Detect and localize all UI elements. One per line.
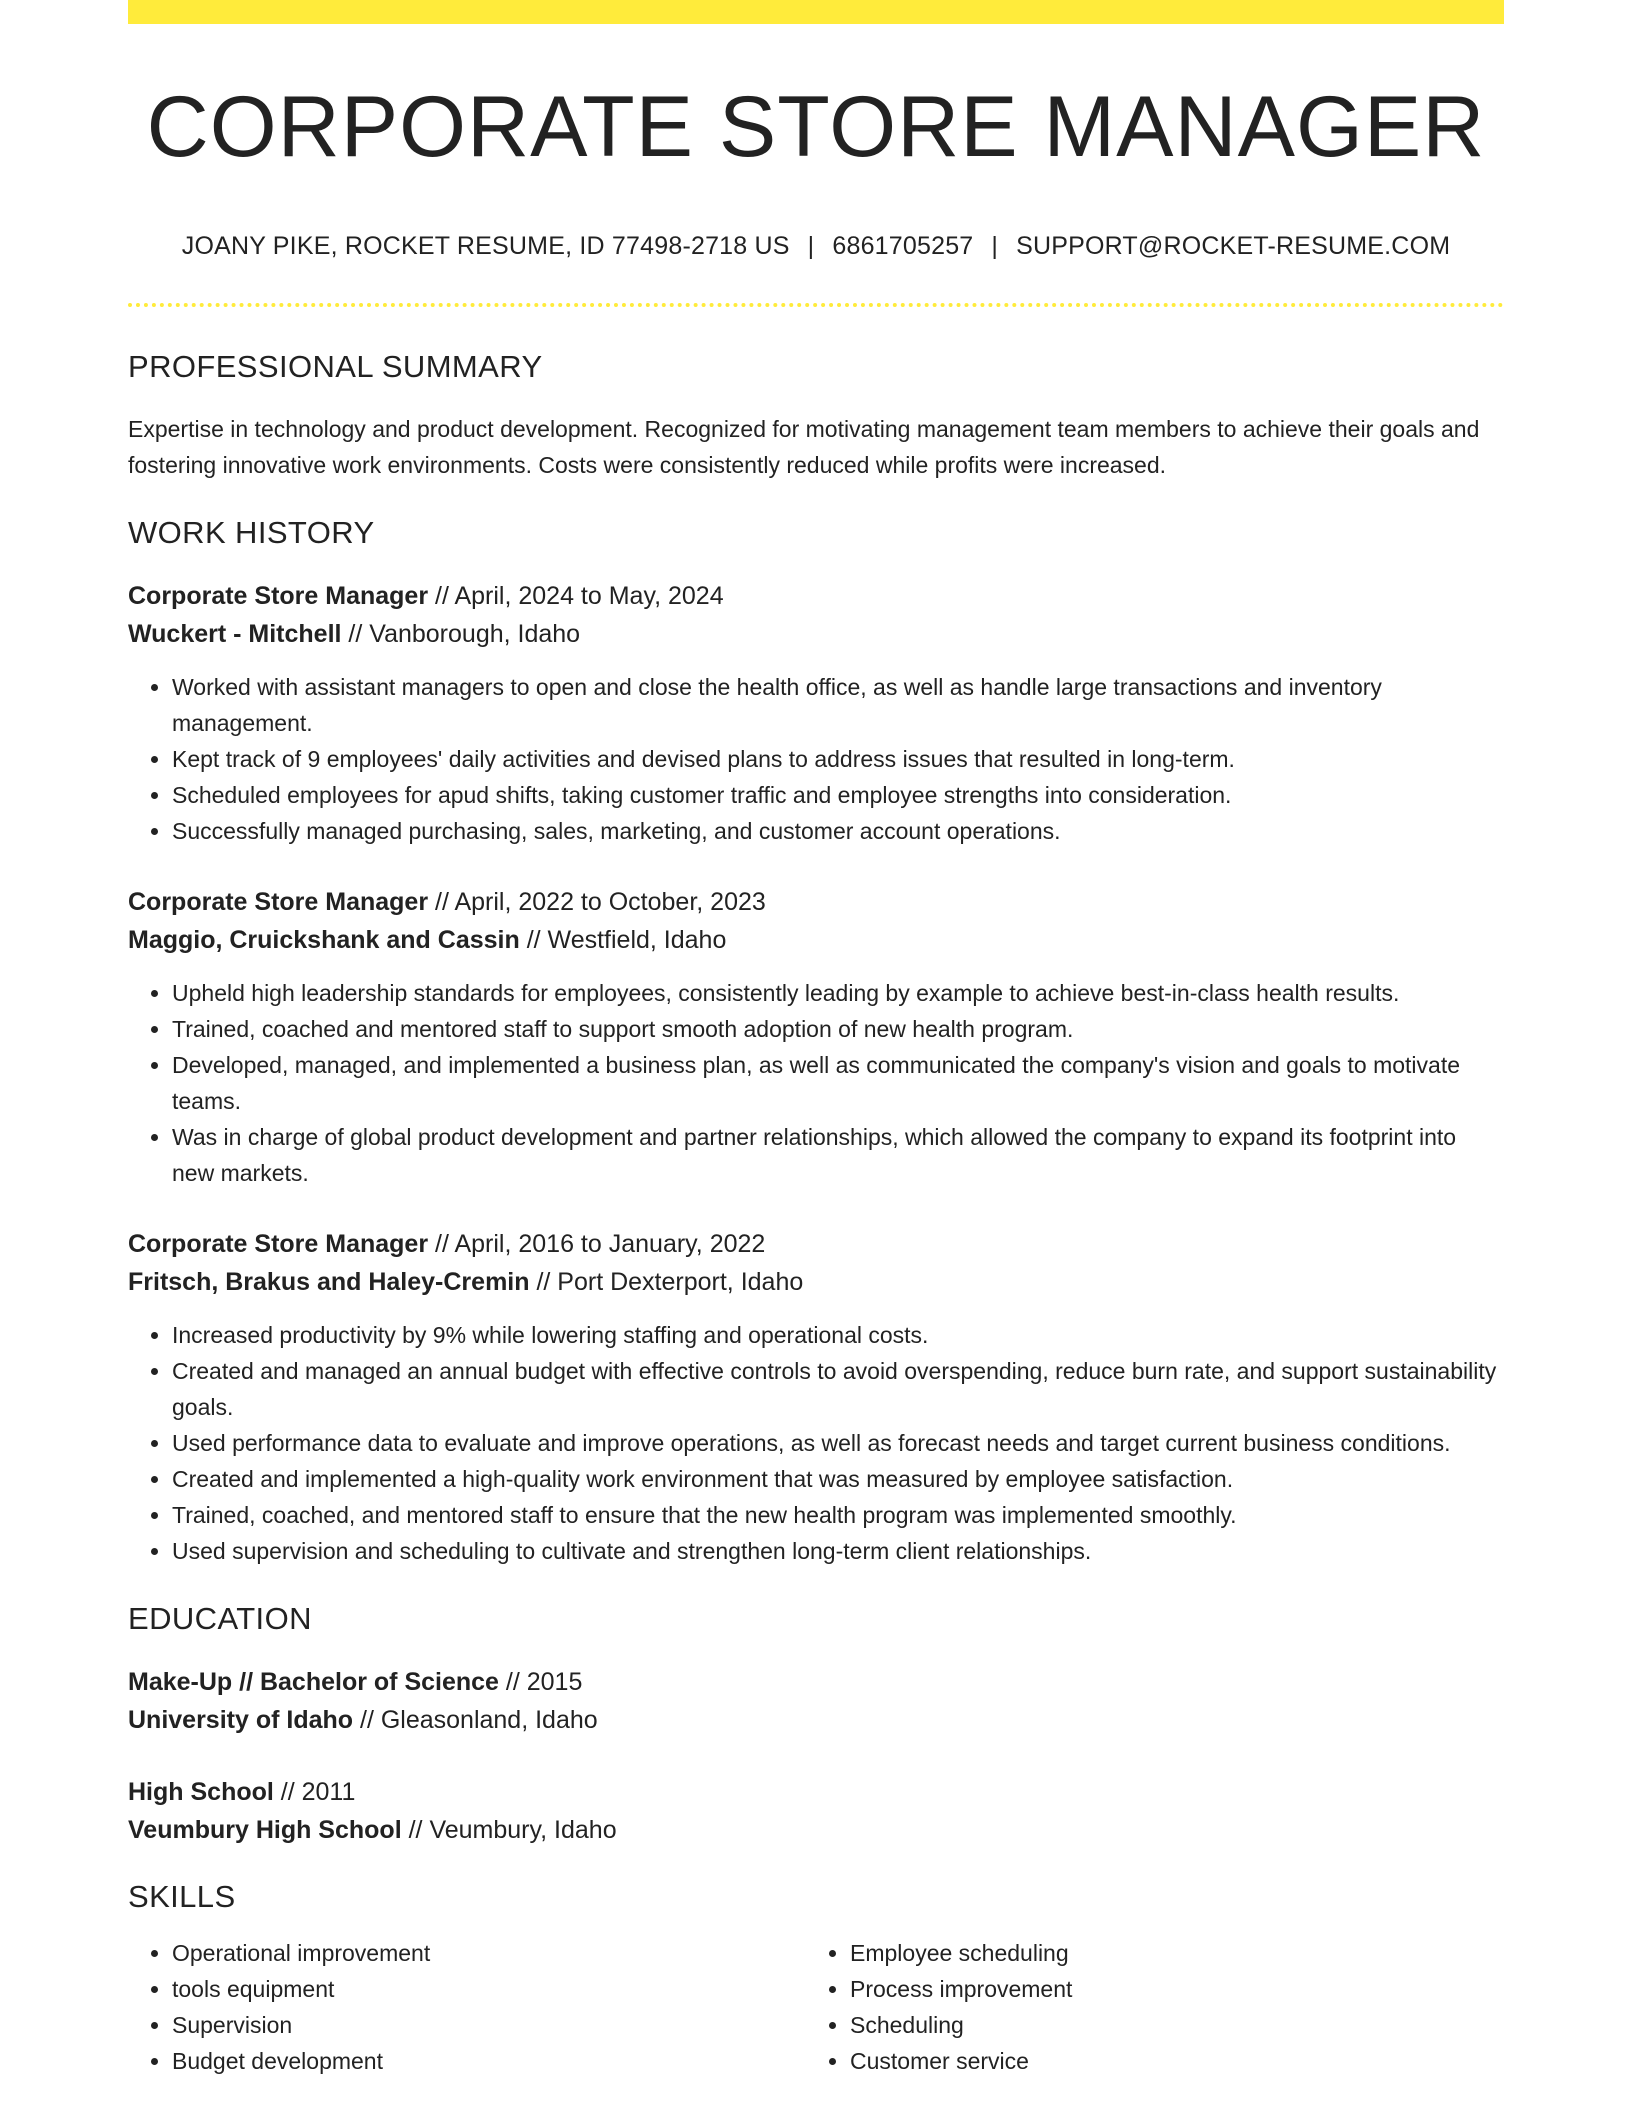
contact-separator: | <box>807 232 815 260</box>
skill-item: • tools equipment <box>172 1971 806 2007</box>
job-bullet: • Trained, coached, and mentored staff to ensure that the new health program was implemented smoothly. <box>172 1497 1504 1533</box>
summary-heading: PROFESSIONAL SUMMARY <box>128 349 543 384</box>
education-degree-line <box>128 1663 1504 1701</box>
job-location: // Westfield, Idaho <box>519 926 727 954</box>
contact-separator: | <box>991 232 999 260</box>
resume-title: CORPORATE STORE MANAGER <box>146 79 1486 175</box>
contact-email: SUPPORT@ROCKET-RESUME.COM <box>1016 232 1451 260</box>
job-company: Maggio, Cruickshank and Cassin <box>128 926 520 954</box>
skill-item: • Customer service <box>850 2043 1484 2079</box>
skill-item: • Process improvement <box>850 1971 1484 2007</box>
job-title: Corporate Store Manager <box>128 1230 429 1258</box>
job-company-line <box>128 921 1504 959</box>
education-school-line <box>128 1701 1504 1739</box>
job-entry <box>128 1225 1504 1569</box>
job-entry <box>128 883 1504 1191</box>
job-dates: // April, 2024 to May, 2024 <box>428 582 724 610</box>
skills-grid <box>128 1935 1504 2079</box>
job-bullet: • Created and implemented a high-quality work environment that was measured by employee satisfaction. <box>172 1461 1504 1497</box>
education-location: // Veumbury, Idaho <box>401 1816 617 1844</box>
job-company: Fritsch, Brakus and Haley-Cremin <box>128 1268 530 1296</box>
skills-column-right <box>806 1935 1484 2079</box>
job-bullet: • Scheduled employees for apud shifts, taking customer traffic and employee strengths into consideration. <box>172 777 1504 813</box>
education-heading: EDUCATION <box>128 1601 312 1636</box>
job-title: Corporate Store Manager <box>128 888 429 916</box>
education-school: University of Idaho <box>128 1706 354 1734</box>
contact-line <box>128 232 1504 261</box>
job-company-line <box>128 615 1504 653</box>
education-degree: Make-Up // Bachelor of Science <box>128 1668 499 1696</box>
job-bullet: • Upheld high leadership standards for employees, consistently leading by example to achieve best-in-class health results. <box>172 975 1504 1011</box>
job-location: // Vanborough, Idaho <box>341 620 581 648</box>
skill-item: • Employee scheduling <box>850 1935 1484 1971</box>
job-bullet: • Created and managed an annual budget with effective controls to avoid overspending, reduce burn rate, and support sustainability goals. <box>172 1353 1504 1425</box>
education-year: // 2011 <box>273 1778 356 1806</box>
skill-item: • Operational improvement <box>172 1935 806 1971</box>
education-school-line <box>128 1811 1504 1849</box>
job-location: // Port Dexterport, Idaho <box>529 1268 804 1296</box>
job-bullets <box>128 975 1504 1191</box>
education-entry <box>128 1663 1504 1739</box>
job-dates: // April, 2022 to October, 2023 <box>428 888 766 916</box>
job-bullet: • Kept track of 9 employees' daily activities and devised plans to address issues that resulted in long-term. <box>172 741 1504 777</box>
education-degree: High School <box>128 1778 274 1806</box>
job-company: Wuckert - Mitchell <box>128 620 342 648</box>
skill-item: • Scheduling <box>850 2007 1484 2043</box>
job-bullet: • Was in charge of global product development and partner relationships, which allowed the company to expand its footprint into new markets. <box>172 1119 1504 1191</box>
education-entry <box>128 1773 1504 1849</box>
job-dates: // April, 2016 to January, 2022 <box>428 1230 766 1258</box>
resume-page <box>128 0 1504 2079</box>
job-bullet: • Developed, managed, and implemented a business plan, as well as communicated the company's vision and goals to motivate teams. <box>172 1047 1504 1119</box>
contact-address: JOANY PIKE, ROCKET RESUME, ID 77498-2718 US <box>181 232 790 260</box>
job-entry <box>128 577 1504 849</box>
skills-column-left <box>128 1935 806 2079</box>
education-year: // 2015 <box>498 1668 583 1696</box>
summary-text: Expertise in technology and product development. Recognized for motivating management team members to achieve their goals and fostering innovative work environments. Costs were consistently reduced while profits were increased. <box>128 416 1480 478</box>
education-degree-line <box>128 1773 1504 1811</box>
job-title: Corporate Store Manager <box>128 582 429 610</box>
job-bullet: • Used performance data to evaluate and improve operations, as well as forecast needs and target current business conditions. <box>172 1425 1504 1461</box>
job-bullet: • Successfully managed purchasing, sales, marketing, and customer account operations. <box>172 813 1504 849</box>
job-title-line <box>128 1225 1504 1263</box>
work-history-heading: WORK HISTORY <box>128 515 375 550</box>
job-title-line <box>128 577 1504 615</box>
job-bullets <box>128 1317 1504 1569</box>
contact-phone: 6861705257 <box>832 232 974 260</box>
skills-heading: SKILLS <box>128 1879 236 1914</box>
skill-item: • Budget development <box>172 2043 806 2079</box>
education-location: // Gleasonland, Idaho <box>353 1706 598 1734</box>
job-bullet: • Increased productivity by 9% while lowering staffing and operational costs. <box>172 1317 1504 1353</box>
job-bullets <box>128 669 1504 849</box>
top-accent-bar <box>128 0 1504 24</box>
job-company-line <box>128 1263 1504 1301</box>
header-divider <box>128 303 1504 307</box>
skill-item: • Supervision <box>172 2007 806 2043</box>
job-bullet: • Trained, coached and mentored staff to support smooth adoption of new health program. <box>172 1011 1504 1047</box>
job-bullet: • Used supervision and scheduling to cultivate and strengthen long-term client relationships. <box>172 1533 1504 1569</box>
education-school: Veumbury High School <box>128 1816 402 1844</box>
job-bullet: • Worked with assistant managers to open and close the health office, as well as handle large transactions and inventory management. <box>172 669 1504 741</box>
job-title-line <box>128 883 1504 921</box>
